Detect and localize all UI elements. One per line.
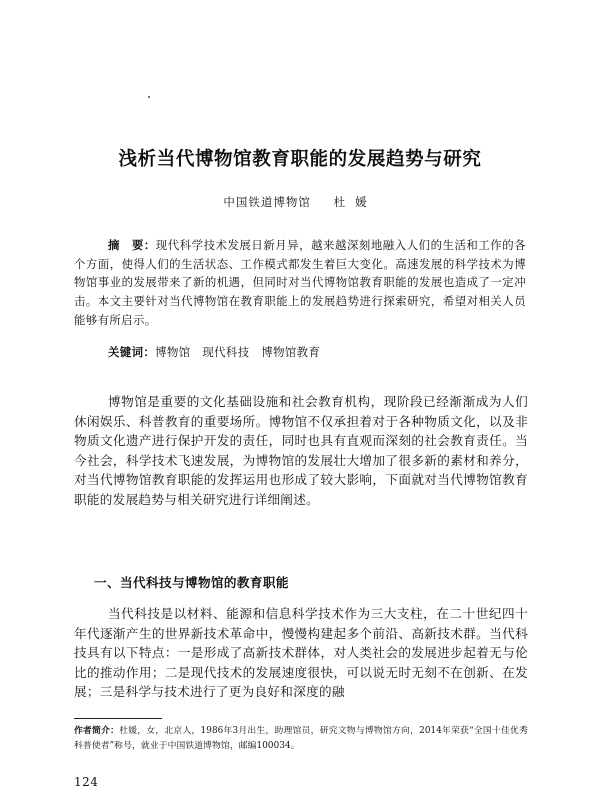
keywords-text: 博物馆 现代科技 博物馆教育 bbox=[155, 345, 321, 359]
author-name: 杜媛 bbox=[333, 195, 377, 209]
article-title: 浅析当代博物馆教育职能的发展趋势与研究 bbox=[118, 149, 482, 170]
section-heading: 一、当代科技与博物馆的教育职能 bbox=[94, 575, 289, 590]
abstract-text: 现代科学技术发展日新月异，越来越深刻地融入人们的生活和工作的各个方面，使得人们的生活状态、工作模式都发生着巨大变化。高速发展的科学技术为博物馆事业的发展带来了新的机遇，但同时对当代博物馆教育职能的发展也造成了一定冲击。本文主要针对当代博物馆在教育职能上的发展趋势进行探索研究，希望对相关人员能够有所启示。 bbox=[74, 238, 526, 327]
footnote-text: 杜媛，女，北京人，1986年3月出生，助理馆员，研究文物与博物馆方向，2014年荣获“全国十佳优秀科普使者”称号，就业于中国铁道博物馆，邮编100034。 bbox=[74, 726, 528, 751]
abstract-label: 摘 要： bbox=[108, 238, 156, 252]
footnote-divider bbox=[74, 718, 162, 719]
body-paragraph-1: 博物馆是重要的文化基础设施和社会教育机构，现阶段已经渐渐成为人们休闲娱乐、科普教育的重要场所。博物馆不仅承担着对于各种物质文化，以及非物质文化遗产进行保护开发的责任，同时也具有直观而深刻的社会教育责任。当今社会，科学技术飞速发展，为博物馆的发展壮大增加了很多新的素材和养分，对当代博物馆教育职能的发挥运用也形成了较大影响，下面就对当代博物馆教育职能的发展趋势与相关研究进行详细阐述。 bbox=[74, 394, 528, 507]
body-paragraph-2: 当代科技是以材料、能源和信息科学技术作为三大支柱，在二十世纪四十年代逐渐产生的世界新技术革命中，慢慢构建起多个前沿、高新技术群。当代科技具有以下特点：一是形成了高新技术群体，对人类社会的发展进步起着无与伦比的推动作用；二是现代技术的发展速度很快，可以说无时无刻不在创新、在发展；三是科学与技术进行了更为良好和深度的融 bbox=[74, 606, 528, 700]
footnote-label: 作者简介： bbox=[74, 726, 120, 736]
abstract bbox=[74, 236, 526, 330]
keywords bbox=[108, 344, 320, 360]
keywords-label: 关键词： bbox=[108, 345, 156, 359]
author-line bbox=[0, 194, 600, 210]
author-institution: 中国铁道博物馆 bbox=[223, 195, 311, 209]
page-number: 124 bbox=[74, 775, 99, 789]
scan-speck bbox=[148, 96, 150, 98]
author-footnote bbox=[74, 724, 528, 754]
